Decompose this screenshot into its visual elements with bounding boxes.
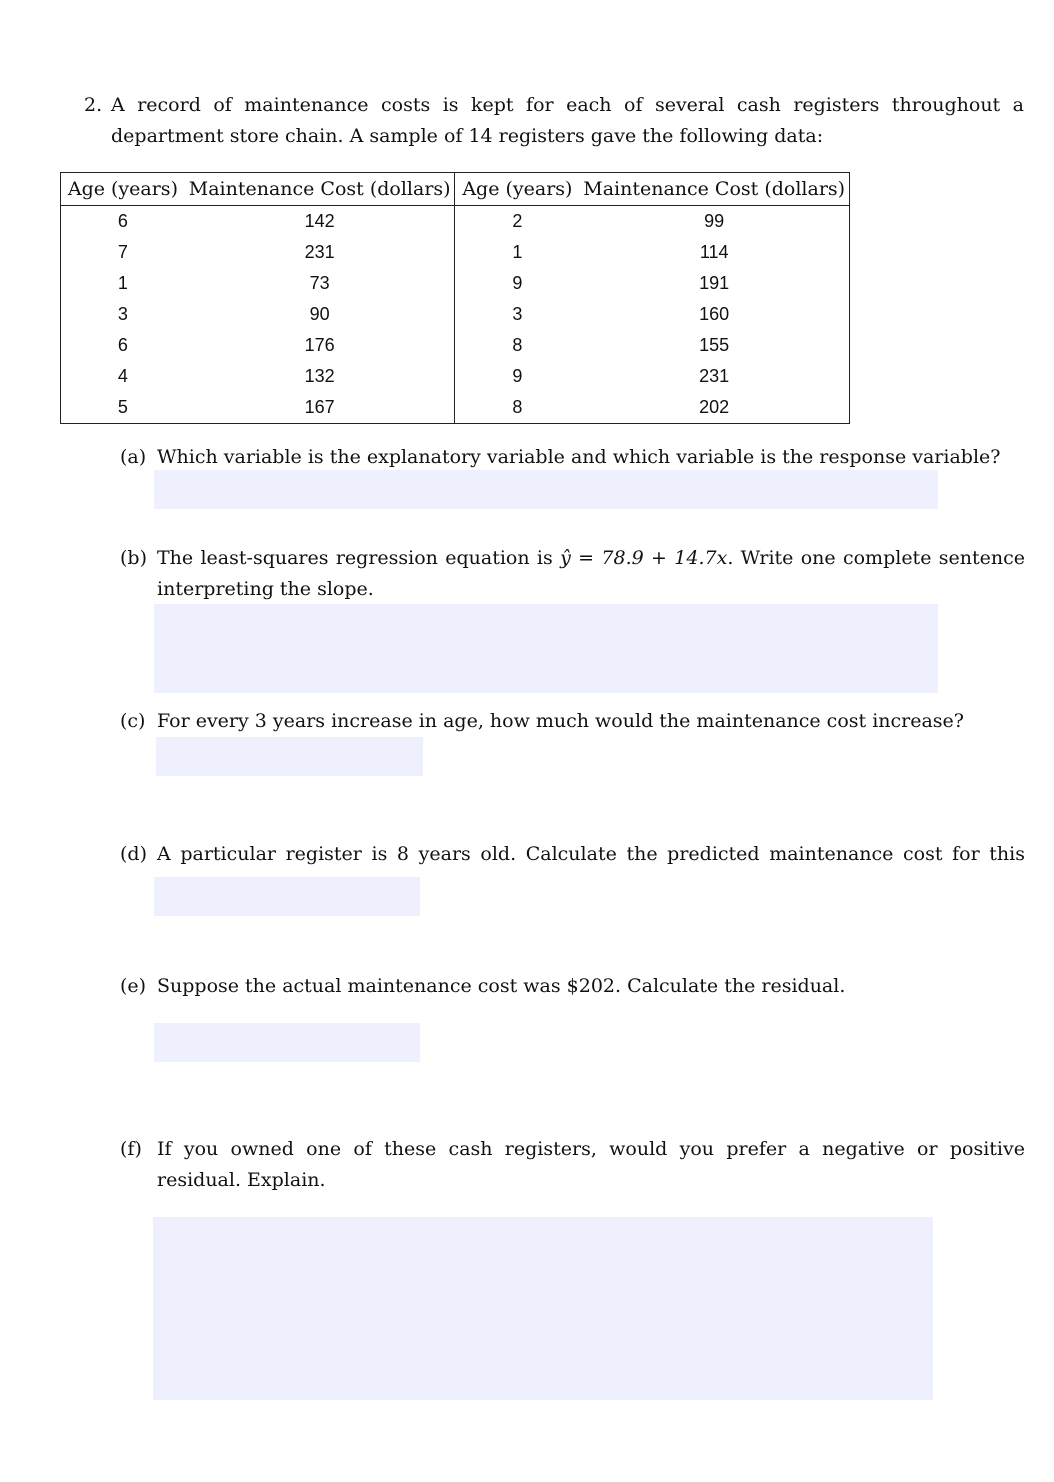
answer-box-c[interactable] bbox=[156, 737, 423, 776]
question-a-text: Which variable is the explanatory variable and which variable is the response variable? bbox=[157, 446, 1001, 468]
table-cell: 132 bbox=[185, 361, 455, 392]
question-a-label: (a) bbox=[120, 446, 147, 468]
answer-box-b[interactable] bbox=[154, 604, 938, 693]
answer-box-d[interactable] bbox=[154, 877, 420, 916]
regression-equation: ŷ = 78.9 + 14.7x bbox=[560, 547, 728, 569]
question-c-label: (c) bbox=[120, 710, 146, 732]
problem-statement bbox=[84, 90, 1024, 152]
question-b-label: (b) bbox=[120, 547, 147, 569]
table-cell: 231 bbox=[185, 237, 455, 268]
question-a bbox=[120, 442, 1025, 473]
problem-number: 2. bbox=[84, 94, 103, 116]
table-cell: 2 bbox=[512, 211, 523, 231]
table-cell: 8 bbox=[512, 335, 523, 355]
table-cell: 155 bbox=[699, 335, 730, 355]
table-cell: 202 bbox=[699, 397, 730, 417]
question-b-text-after: . Write one complete sentence interpreting the slope. bbox=[157, 547, 1025, 600]
table-cell: 8 bbox=[512, 397, 523, 417]
table-cell: 7 bbox=[117, 242, 128, 262]
table-cell: 6 bbox=[117, 211, 128, 231]
answer-box-a[interactable] bbox=[154, 470, 938, 509]
table-row bbox=[61, 330, 850, 361]
table-cell: 231 bbox=[699, 366, 730, 386]
header-cost-2: Maintenance Cost (dollars) bbox=[579, 173, 849, 206]
table-cell: 114 bbox=[699, 242, 729, 262]
question-c-text: For every 3 years increase in age, how much would the maintenance cost increase? bbox=[157, 710, 964, 732]
table-cell: 176 bbox=[185, 330, 455, 361]
table-cell: 9 bbox=[512, 366, 523, 386]
table-cell: 90 bbox=[185, 299, 455, 330]
table-cell: 142 bbox=[185, 206, 455, 238]
question-d-label: (d) bbox=[120, 843, 147, 865]
question-b-text-before: The least-squares regression equation is bbox=[157, 547, 561, 569]
question-e-label: (e) bbox=[120, 975, 147, 997]
table-cell: 167 bbox=[185, 392, 455, 424]
table-row bbox=[61, 299, 850, 330]
question-b-text bbox=[157, 543, 1025, 605]
table-row bbox=[61, 237, 850, 268]
question-e bbox=[120, 971, 1025, 1002]
question-f bbox=[120, 1134, 1025, 1196]
question-c bbox=[120, 706, 1025, 737]
problem-text: A record of maintenance costs is kept for each of several cash registers throughout a department store chain. A sample of 14 registers gave the following data: bbox=[111, 94, 1024, 147]
question-f-label: (f) bbox=[120, 1138, 142, 1160]
table-cell: 5 bbox=[117, 397, 128, 417]
table-cell: 160 bbox=[699, 304, 730, 324]
question-f-text: If you owned one of these cash registers, would you prefer a negative or positive residual. Explain. bbox=[157, 1138, 1025, 1191]
table-row bbox=[61, 361, 850, 392]
table-cell: 4 bbox=[117, 366, 128, 386]
table-cell: 73 bbox=[185, 268, 455, 299]
answer-box-f[interactable] bbox=[153, 1217, 933, 1400]
question-b bbox=[120, 543, 1025, 605]
question-e-text: Suppose the actual maintenance cost was $202. Calculate the residual. bbox=[157, 975, 846, 997]
header-age-1: Age (years) bbox=[61, 173, 185, 206]
table-cell: 1 bbox=[512, 242, 523, 262]
table-row bbox=[61, 206, 850, 238]
question-d-text: A particular register is 8 years old. Calculate the predicted maintenance cost for this bbox=[157, 843, 1025, 865]
table-cell: 3 bbox=[512, 304, 523, 324]
table-header-row bbox=[61, 173, 850, 206]
table-cell: 99 bbox=[704, 211, 725, 231]
table-row bbox=[61, 392, 850, 424]
answer-box-e[interactable] bbox=[154, 1023, 420, 1062]
table-cell: 191 bbox=[699, 273, 730, 293]
table-cell: 1 bbox=[117, 273, 128, 293]
table-cell: 3 bbox=[117, 304, 128, 324]
data-table bbox=[60, 172, 850, 424]
table-cell: 9 bbox=[512, 273, 523, 293]
header-cost-1: Maintenance Cost (dollars) bbox=[185, 173, 455, 206]
table-cell: 6 bbox=[117, 335, 128, 355]
header-age-2: Age (years) bbox=[455, 173, 579, 206]
table-row bbox=[61, 268, 850, 299]
